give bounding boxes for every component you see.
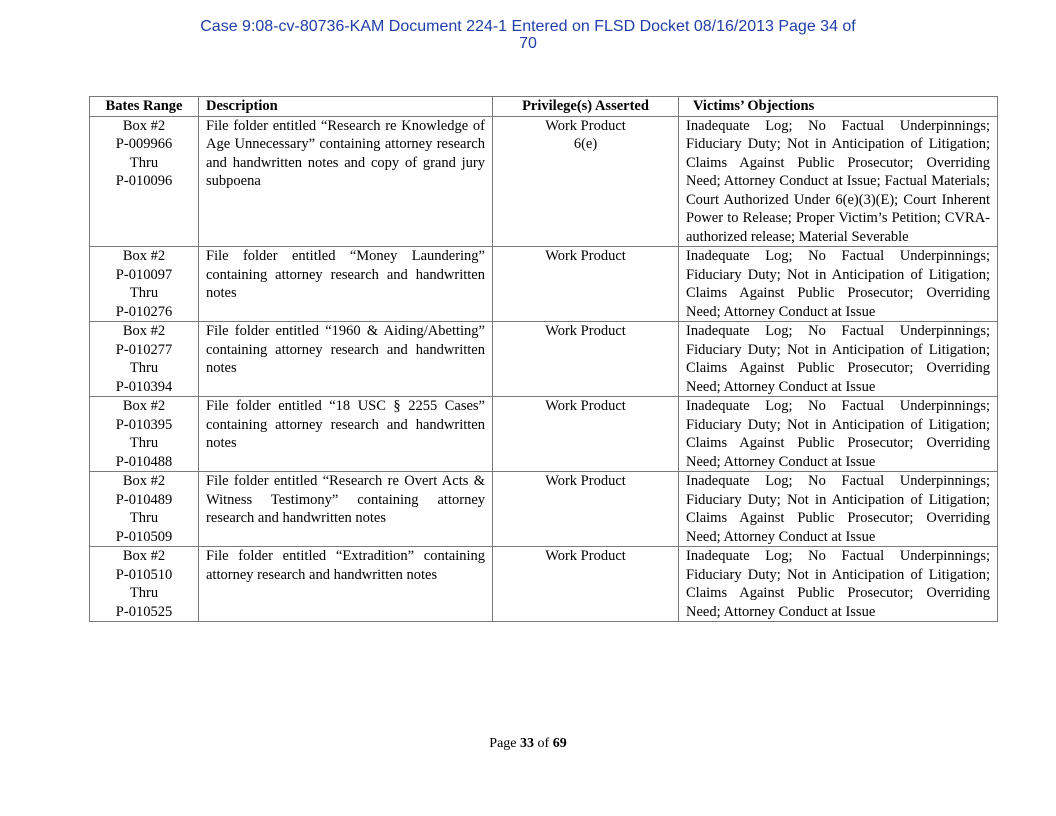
privilege-line: Work Product	[545, 248, 626, 264]
description-cell: File folder entitled “1960 & Aiding/Abetting” containing attorney research and handwritten notes	[199, 322, 493, 397]
bates-range-line: Box #2	[122, 323, 166, 339]
bates-range-cell	[90, 397, 199, 472]
bates-range-line: Thru	[129, 510, 159, 526]
privilege-cell	[493, 322, 679, 397]
bates-range-line: P-010096	[115, 173, 173, 189]
bates-range-line: P-010277	[115, 341, 173, 358]
bates-range-line: Box #2	[122, 548, 166, 564]
privilege-line: Work Product	[545, 473, 626, 489]
bates-range-line: Thru	[129, 360, 159, 376]
bates-range-line: P-010394	[115, 378, 173, 395]
privilege-line: Work Product	[545, 323, 626, 339]
objections-cell: Inadequate Log; No Factual Underpinnings; Fiduciary Duty; Not in Anticipation of Litigation; Claims Against Public Prosecutor; Overriding Need; Attorney Conduct at Issue	[679, 247, 998, 322]
table-row	[90, 547, 998, 622]
description-cell: File folder entitled “Money Laundering” containing attorney research and handwritten notes	[199, 247, 493, 322]
table-row	[90, 247, 998, 322]
page-footer	[0, 736, 1056, 752]
table-row	[90, 397, 998, 472]
case-header-line-2: 70	[519, 35, 537, 52]
column-header-victims-objections: Victims’ Objections	[679, 97, 998, 117]
bates-range-line: P-010525	[115, 603, 173, 620]
case-header	[0, 18, 1056, 52]
bates-range-line: Thru	[129, 585, 159, 601]
bates-range-cell	[90, 547, 199, 622]
bates-range-line: P-010488	[115, 453, 173, 470]
table-row	[90, 116, 998, 247]
description-cell: File folder entitled “Extradition” containing attorney research and handwritten notes	[199, 547, 493, 622]
page-footer-middle: of	[534, 736, 553, 751]
privilege-log-table	[89, 96, 998, 622]
bates-range-line: Box #2	[122, 248, 166, 264]
description-cell: File folder entitled “Research re Knowledge of Age Unnecessary” containing attorney research and handwritten notes and copy of grand jury subpoena	[199, 116, 493, 247]
bates-range-line: Box #2	[122, 473, 166, 489]
privilege-cell	[493, 547, 679, 622]
bates-range-line: P-010097	[115, 266, 173, 283]
page-footer-total-pages: 69	[552, 736, 567, 751]
privilege-cell	[493, 247, 679, 322]
objections-cell: Inadequate Log; No Factual Underpinnings; Fiduciary Duty; Not in Anticipation of Litigation; Claims Against Public Prosecutor; Overriding Need; Attorney Conduct at Issue	[679, 547, 998, 622]
bates-range-cell	[90, 247, 199, 322]
description-cell: File folder entitled “Research re Overt Acts & Witness Testimony” containing attorney research and handwritten notes	[199, 472, 493, 547]
description-cell: File folder entitled “18 USC § 2255 Cases” containing attorney research and handwritten notes	[199, 397, 493, 472]
bates-range-line: P-010395	[115, 416, 173, 433]
page-footer-current-page: 33	[520, 736, 535, 751]
bates-range-cell	[90, 322, 199, 397]
table-body	[90, 116, 998, 622]
objections-cell: Inadequate Log; No Factual Underpinnings; Fiduciary Duty; Not in Anticipation of Litigation; Claims Against Public Prosecutor; Overriding Need; Attorney Conduct at Issue	[679, 322, 998, 397]
column-header-privileges-asserted: Privilege(s) Asserted	[493, 97, 679, 117]
privilege-cell	[493, 472, 679, 547]
bates-range-cell	[90, 472, 199, 547]
bates-range-line: Thru	[129, 154, 159, 171]
privilege-cell	[493, 116, 679, 247]
page-footer-prefix: Page	[489, 736, 521, 751]
bates-range-line: P-010510	[115, 566, 173, 583]
bates-range-line: P-009966	[115, 136, 173, 152]
privilege-line: Work Product	[545, 117, 626, 134]
privilege-cell	[493, 397, 679, 472]
bates-range-line: Thru	[129, 435, 159, 451]
bates-range-line: P-010509	[115, 528, 173, 545]
column-header-bates-range: Bates Range	[90, 97, 199, 117]
privilege-line: Work Product	[545, 548, 626, 564]
bates-range-line: P-010276	[115, 303, 173, 320]
bates-range-line: Box #2	[122, 398, 166, 414]
bates-range-line: P-010489	[115, 491, 173, 508]
objections-cell: Inadequate Log; No Factual Underpinnings; Fiduciary Duty; Not in Anticipation of Litigation; Claims Against Public Prosecutor; Overriding Need; Attorney Conduct at Issue	[679, 472, 998, 547]
objections-cell: Inadequate Log; No Factual Underpinnings; Fiduciary Duty; Not in Anticipation of Litigation; Claims Against Public Prosecutor; Overriding Need; Attorney Conduct at Issue	[679, 397, 998, 472]
privilege-line: 6(e)	[573, 136, 598, 152]
objections-cell: Inadequate Log; No Factual Underpinnings; Fiduciary Duty; Not in Anticipation of Litigation; Claims Against Public Prosecutor; Overriding Need; Attorney Conduct at Issue; Factual Materials; Court Authorized Under 6(e)(3)(E); Court Inherent Power to Release; Proper Victim’s Petition; CVRA-authorized release; Material Severable	[679, 116, 998, 247]
table-row	[90, 322, 998, 397]
bates-range-cell	[90, 116, 199, 247]
table-header-row	[90, 97, 998, 117]
column-header-description: Description	[199, 97, 493, 117]
bates-range-line: Thru	[129, 285, 159, 301]
bates-range-line: Box #2	[122, 117, 166, 134]
case-header-line-1: Case 9:08-cv-80736-KAM Document 224-1 Entered on FLSD Docket 08/16/2013 Page 34 of	[200, 18, 856, 35]
table-row	[90, 472, 998, 547]
privilege-line: Work Product	[545, 398, 626, 414]
